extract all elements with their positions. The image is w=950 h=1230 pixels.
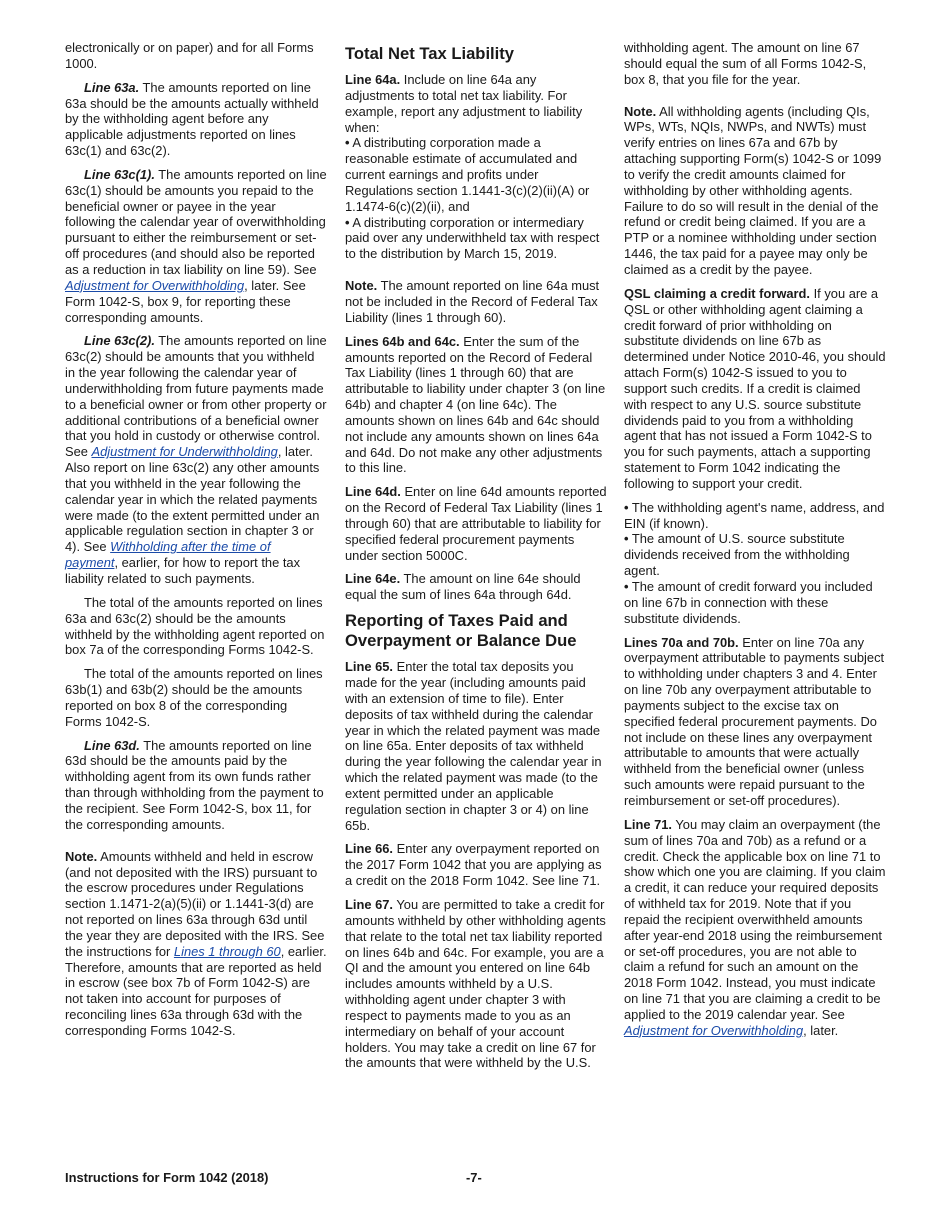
bullet-icon: •: [624, 499, 629, 515]
bullet-item: [624, 500, 886, 532]
paragraph-continued: electronically or on paper) and for all Forms 1000.: [65, 40, 314, 71]
line-63c2-lead: Line 63c(2).: [84, 333, 155, 349]
lines-64b-64c-lead: Lines 64b and 64c.: [345, 333, 460, 349]
line-64a-note-text: The amount reported on line 64a must not be included in the Record of Federal Tax Liability (lines 1 through 60).: [345, 278, 600, 325]
line-63a-text: The amounts reported on line 63a should be the amounts actually withheld by the withholding agent before any applicable adjustments reported on lines 63c(1) and 63c(2).: [65, 79, 319, 159]
paragraph-continued: withholding agent. The amount on line 67 should equal the sum of all Forms 1042-S, box 8, that you file for the year.: [624, 40, 867, 87]
line-63c1-text: The amounts reported on line 63c(1) should be amounts you repaid to the beneficial owner or payee in the year following the calendar year of overwithholding pursuant to either the reimbursement or set-off procedures (and should also be reported as a reduction in tax liability on line 59). See: [65, 166, 327, 277]
verification-note-text: All withholding agents (including QIs, WPs, WTs, NQIs, NWPs, and NWTs) must verify entries on lines 67a and 67b by attaching supporting Form(s) 1042-S or 1099 to verify the credit amounts claimed for withholding by other withholding agents. Failure to do so will result in the denial of the refund or credit being claimed. If you are a PTP or a nominee withholding under section 1446, the tax paid for a payee may only be claimed as a credit by the payee.: [624, 103, 882, 277]
qsl-lead: QSL claiming a credit forward.: [624, 285, 811, 301]
bullet-icon: •: [624, 531, 629, 547]
column-2: [345, 40, 607, 1079]
line-64d-paragraph: [345, 484, 607, 563]
line-71-lead: Line 71.: [624, 816, 673, 832]
bullet-item: [345, 135, 607, 214]
qsl-paragraph: [624, 286, 886, 492]
line-67-paragraph: [345, 897, 607, 1071]
line-63a-lead: Line 63a.: [84, 79, 140, 95]
column-3: [624, 40, 886, 1047]
line-66-lead: Line 66.: [345, 841, 394, 857]
column-1: [65, 40, 327, 1047]
bullet-text: The amount of credit forward you included on line 67b in connection with these substitute dividends.: [624, 579, 873, 626]
line-64a-paragraph: [345, 72, 607, 135]
line-67-lead: Line 67.: [345, 896, 394, 912]
escrow-note-lead: Note.: [65, 848, 98, 864]
bullet-text: The amount of U.S. source substitute dividends received from the withholding agent.: [624, 531, 850, 579]
escrow-note-paragraph: [65, 849, 327, 1039]
line-64e-lead: Line 64e.: [345, 571, 401, 587]
line-65-paragraph: [345, 659, 607, 833]
line-64a-lead: Line 64a.: [345, 72, 401, 87]
bullet-item: [624, 579, 886, 627]
line-63c1-lead: Line 63c(1).: [84, 166, 155, 182]
link-withholding-after-payment[interactable]: Withholding after the time of payment: [65, 539, 271, 571]
line-63c2-text-end: , earlier, for how to report the tax liability related to such payments.: [65, 555, 301, 586]
bullet-text: The withholding agent's name, address, and EIN (if known).: [624, 499, 885, 531]
bullet-item: [345, 215, 607, 263]
line-63c2-text: The amounts reported on line 63c(2) should be amounts that you withheld in the year following the calendar year of underwithholding from future payments made to a beneficial owner or from other property or additional contributions of a beneficial owner that you hold in custody or otherwise control. See: [65, 333, 327, 460]
bullet-icon: •: [624, 579, 629, 594]
footer-form-title: Instructions for Form 1042 (2018): [65, 1170, 269, 1185]
line-64d-text: Enter on line 64d amounts reported on the Record of Federal Tax Liability (lines 1 through 60) that are attributable to liability for specified federal procurement payments under section 5000C.: [345, 484, 607, 563]
section-heading-net-tax-liability: Total Net Tax Liability: [345, 44, 515, 63]
link-adjustment-overwithholding[interactable]: Adjustment for Overwithholding: [624, 1022, 804, 1038]
line-71-text-end: , later.: [803, 1022, 839, 1038]
line-66-paragraph: [345, 841, 607, 889]
verification-note-lead: Note.: [624, 103, 657, 119]
line-63d-paragraph: [65, 738, 327, 833]
lines-64b-64c-text: Enter the sum of the amounts reported on the Record of Federal Tax Liability (lines 1 through 60) that are attributable to liability under chapter 3 (on line 64b) and chapter 4 (on line 64c). The amounts shown on lines 64b and 64c should not include any amounts shown on lines 64a and 64d. Do not make any other adjustments to this line.: [345, 333, 606, 476]
line-64a-text: Include on line 64a any adjustments to total net tax liability. For example, report any adjustment to liability when:: [345, 72, 583, 135]
line-63c2-paragraph: [65, 333, 327, 587]
bullet-icon: •: [345, 214, 350, 230]
escrow-note-text: Amounts withheld and held in escrow (and not deposited with the IRS) pursuant to the escrow procedures under Regulations section 1.1471-2(a)(5)(ii) or 1.1441-3(d) are not reported on lines 63a through 63d until the year they are deposited with the IRS. See the instructions for: [65, 848, 325, 959]
lines-70a-70b-lead: Lines 70a and 70b.: [624, 634, 739, 650]
line-67-text: You are permitted to take a credit for amounts withheld by other withholding agents that relate to the total net tax liability reported on lines 64b and 64c. For example, you are a QI and the amount you entered on line 64b includes amounts withheld by a U.S. withholding agent under chapter 3 with respect to payments made to you as an intermediary on behalf of your account holders. You may take a credit on line 67 for the amounts that were withheld by the U.S.: [345, 896, 606, 1071]
line-63c2-text-mid: , later. Also report on line 63c(2) any other amounts that you withheld in the year following the calendar year in which the related payments were made (to the extent permitted under an applicable regulation section in chapter 3 or 4). See: [65, 444, 320, 555]
line-64d-lead: Line 64d.: [345, 484, 401, 500]
total-paragraph-2: The total of the amounts reported on lines 63b(1) and 63b(2) should be the amounts reported on box 8 of the corresponding Forms 1042-S.: [65, 666, 323, 729]
total-paragraph-1: The total of the amounts reported on lines 63a and 63c(2) should be the amounts withheld by the withholding agent reported on box 7a of the corresponding Forms 1042-S.: [65, 594, 325, 658]
link-adjustment-overwithholding[interactable]: Adjustment for Overwithholding: [65, 277, 245, 293]
line-63c1-paragraph: [65, 167, 327, 325]
line-64a-note-paragraph: [345, 278, 607, 326]
page-number: -7-: [466, 1170, 482, 1185]
line-65-lead: Line 65.: [345, 659, 394, 675]
line-63d-text: The amounts reported on line 63d should be the amounts paid by the withholding agent from its own funds rather than through withholding from the payment to the recipient. See Form 1042-S, box 11, for the corresponding amounts.: [65, 737, 324, 832]
line-64e-text: The amount on line 64e should equal the sum of lines 64a through 64d.: [345, 571, 581, 603]
bullet-item: [624, 531, 886, 579]
link-lines-1-through-60[interactable]: Lines 1 through 60: [173, 943, 281, 959]
line-66-text: Enter any overpayment reported on the 2017 Form 1042 that you are applying as a credit on the 2018 Form 1042. See line 71.: [345, 841, 602, 889]
link-adjustment-underwithholding[interactable]: Adjustment for Underwithholding: [91, 444, 278, 460]
bullet-icon: •: [345, 135, 350, 151]
lines-64b-64c-paragraph: [345, 334, 607, 477]
line-63a-paragraph: [65, 80, 327, 159]
escrow-note-text-end: , earlier. Therefore, amounts that are reported as held in escrow (see box 7b of Form 1042-S) are not taken into account for purposes of reconciling lines 63a through 63d with the corresponding Forms 1042-S.: [65, 943, 327, 1038]
line-63c1-text-end: , later. See Form 1042-S, box 9, for reporting these corresponding amounts.: [65, 277, 306, 325]
line-64a-note-lead: Note.: [345, 278, 378, 294]
bullet-text: A distributing corporation made a reasonable estimate of accumulated and current earnings and profits under Regulations section 1.1441-3(c)(2)(ii)(A) or 1.1474-6(c)(2)(ii), and: [345, 135, 590, 214]
line-65-text: Enter the total tax deposits you made for the year (including amounts paid with an extension of time to file). Enter deposits of tax withheld during the calendar year in which the related payment was made on line 65a. Enter deposits of tax withheld during the year following the calendar year in which the related payment was made (to the extent permitted under an applicable regulation section in chapter 3 or 4) on line 65b.: [345, 659, 602, 833]
bullet-text: A distributing corporation or intermediary paid over any underwithheld tax with respect to the distribution by March 15, 2019.: [345, 214, 600, 262]
line-64e-paragraph: [345, 571, 607, 603]
line-63d-lead: Line 63d.: [84, 737, 140, 753]
verification-note-paragraph: [624, 104, 886, 278]
lines-70a-70b-text: Enter on line 70a any overpayment attributable to payments subject to withholding under chapters 3 and 4. Enter on line 70b any overpayment attributable to payments subject to the excise tax on specified federal procurement payments. Do not include on these lines any overpayment attributable to amounts that were actually withheld from the beneficial owner (unless such amounts were repaid pursuant to the reimbursement or set-off procedures).: [624, 634, 885, 808]
section-heading-taxes-paid: Reporting of Taxes Paid and Overpayment or Balance Due: [345, 611, 577, 651]
qsl-text: If you are a QSL or other withholding agent claiming a credit forward of prior withholding on substitute dividends on line 67b as determined under Notice 2010-46, you should attach Form(s) 1042-S issued to you to support such credits. If a credit is claimed with respect to any U.S. source substitute dividends paid to you from a withholding agent that has not issued a Form 1042-S to you for such payments, attach a supporting statement to Form 1042 indicating the following to support your credit.: [624, 285, 886, 491]
line-71-paragraph: [624, 817, 886, 1039]
lines-70a-70b-paragraph: [624, 635, 886, 809]
line-71-text: You may claim an overpayment (the sum of lines 70a and 70b) as a refund or a credit. Check the applicable box on line 71 to show which one you are claiming. If you claim a credit, it can reduce your required deposits of withheld tax for 2019. Note that if you repaid the recipient overwithheld amounts after year-end 2018 using the reimbursement or set-off procedures, you are not able to claim a refund for such an amount on the 2018 Form 1042. Instead, you must indicate on line 71 that you are claiming a credit to be applied to the 2019 calendar year. See: [624, 816, 886, 1022]
